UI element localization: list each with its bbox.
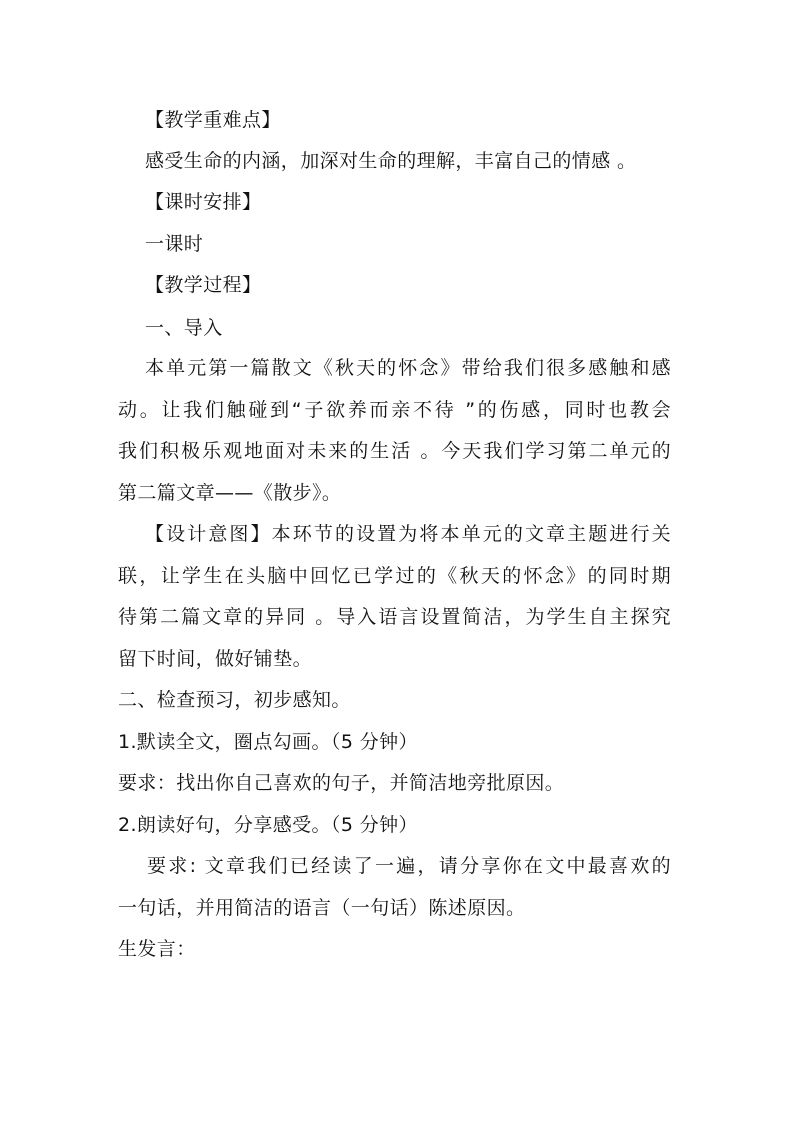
heading-teaching-process: 【教学过程】 xyxy=(145,274,262,296)
design-intent-line: 待第二篇文章的异同 。导入语言设置简洁，为学生自主探究 xyxy=(118,606,671,628)
step-2-requirement-line: 一句话，并用简洁的语言（一句话）陈述原因。 xyxy=(118,897,526,919)
intro-paragraph-line: 第二篇文章——《散步》。 xyxy=(118,482,342,504)
heading-schedule: 【课时安排】 xyxy=(145,191,262,213)
difficulty-text: 感受生命的内涵，加深对生命的理解，丰富自己的情感 。 xyxy=(145,150,637,172)
intro-paragraph-line: 本单元第一篇散文《秋天的怀念》带给我们很多感触和感 xyxy=(145,357,671,379)
step-1: 1.默读全文，圈点勾画。（5 分钟） xyxy=(118,731,418,753)
step-2: 2.朗读好句，分享感受。（5 分钟） xyxy=(118,814,418,836)
heading-teaching-difficulty: 【教学重难点】 xyxy=(145,109,281,131)
step-2-requirement-line: 要求: 文章我们已经读了一遍，请分享你在文中最喜欢的 xyxy=(147,855,671,877)
design-intent-line: 联，让学生在头脑中回忆已学过的《秋天的怀念》的同时期 xyxy=(118,565,671,587)
design-intent-line: 【设计意图】本环节的设置为将本单元的文章主题进行关 xyxy=(145,523,671,545)
schedule-text: 一课时 xyxy=(145,233,204,255)
step-1-requirement: 要求：找出你自己喜欢的句子，并简洁地旁批原因。 xyxy=(118,772,565,794)
design-intent-line: 留下时间，做好铺垫。 xyxy=(118,648,313,670)
intro-paragraph-line: 我们积极乐观地面对未来的生活 。今天我们学习第二单元的 xyxy=(118,440,671,462)
intro-paragraph-line: 动。让我们触碰到“子欲养而亲不待 ”的伤感，同时也教会 xyxy=(118,399,671,421)
section-1-title: 一、导入 xyxy=(145,317,223,339)
section-2-title: 二、检查预习，初步感知。 xyxy=(118,689,351,711)
student-speak: 生发言： xyxy=(118,938,196,960)
